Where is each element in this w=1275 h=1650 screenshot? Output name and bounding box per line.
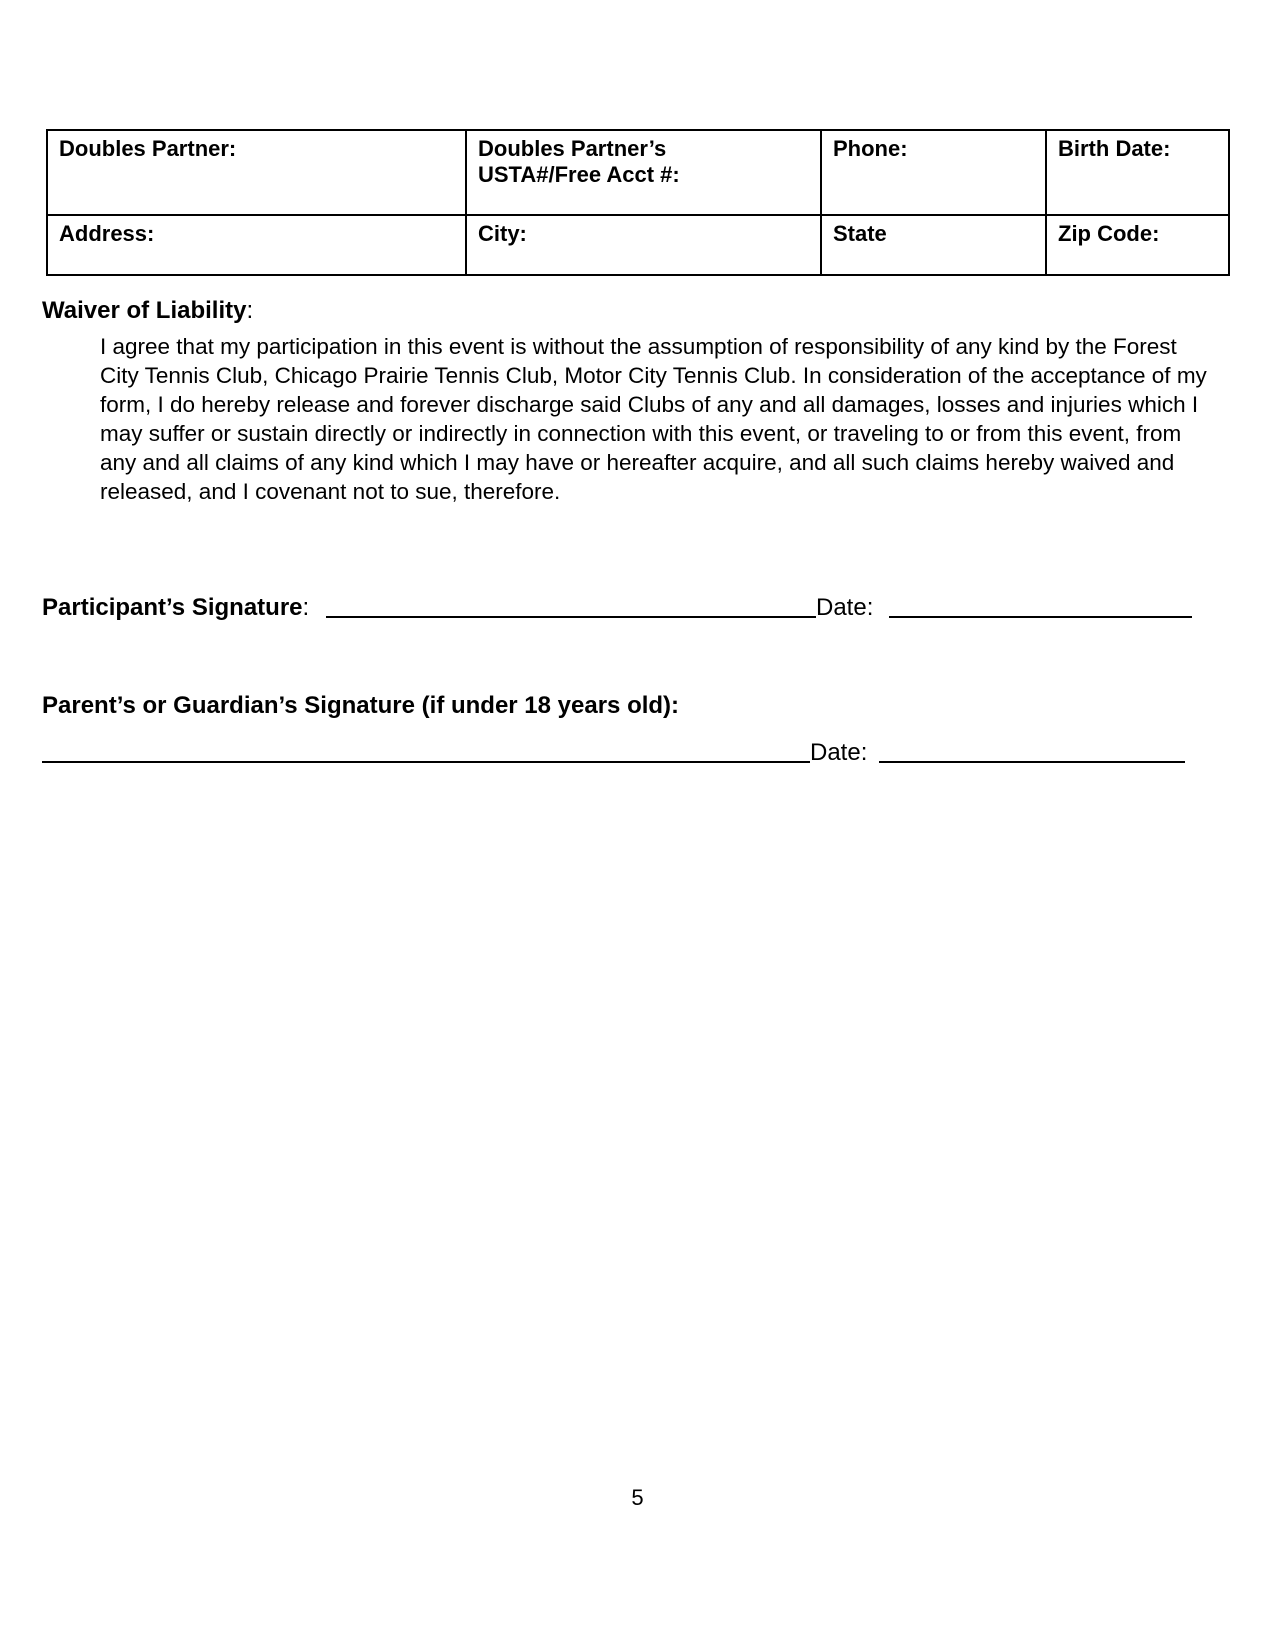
guardian-date-line[interactable] xyxy=(879,761,1185,763)
city-label: City: xyxy=(478,221,527,246)
zip-code-cell[interactable] xyxy=(1046,215,1229,275)
partner-usta-cell[interactable] xyxy=(466,130,821,215)
partner-info-table xyxy=(46,129,1230,276)
doubles-partner-cell[interactable] xyxy=(47,130,466,215)
phone-label: Phone: xyxy=(833,136,908,161)
waiver-title: Waiver of Liability xyxy=(42,297,247,324)
participant-signature-colon: : xyxy=(302,594,310,621)
partner-usta-label-line2: USTA#/Free Acct #: xyxy=(478,162,680,187)
address-label: Address: xyxy=(59,221,155,246)
participant-date-line[interactable] xyxy=(889,616,1192,618)
participant-signature-label: Participant’s Signature xyxy=(42,594,303,621)
guardian-date-label: Date: xyxy=(810,739,868,766)
waiver-text: I agree that my participation in this event is without the assumption of responsibility of any kind by the Forest City Tennis Club, Chicago Prairie Tennis Club, Motor City Tennis Club. In consideration of the acceptance of my form, I do hereby release and forever discharge said Clubs of any and all damages, losses and injuries which I may suffer or sustain directly or indirectly in connection with this event, or traveling to or from this event, from any and all claims of any kind which I may have or hereafter acquire, and all such claims hereby waived and released, and I covenant not to sue, therefore. xyxy=(100,334,1207,504)
city-cell[interactable] xyxy=(466,215,821,275)
partner-usta-label: Doubles Partner’s xyxy=(478,136,667,161)
address-cell[interactable] xyxy=(47,215,466,275)
waiver-title-colon: : xyxy=(246,297,254,324)
participant-date-label: Date: xyxy=(816,594,874,621)
guardian-signature-label: Parent’s or Guardian’s Signature (if under 18 years old): xyxy=(42,692,680,719)
birth-date-label: Birth Date: xyxy=(1058,136,1171,161)
phone-cell[interactable] xyxy=(821,130,1046,215)
doubles-partner-label: Doubles Partner: xyxy=(59,136,237,161)
participant-signature-heading xyxy=(42,593,309,623)
birth-date-cell[interactable] xyxy=(1046,130,1229,215)
guardian-signature-line[interactable] xyxy=(42,761,810,763)
page-number: 5 xyxy=(631,1485,644,1510)
participant-signature-line[interactable] xyxy=(326,616,816,618)
zip-code-label: Zip Code: xyxy=(1058,221,1160,246)
table-row xyxy=(47,130,1229,215)
state-cell[interactable] xyxy=(821,215,1046,275)
table-row xyxy=(47,215,1229,275)
waiver-heading xyxy=(42,296,253,326)
state-label: State xyxy=(833,221,887,246)
